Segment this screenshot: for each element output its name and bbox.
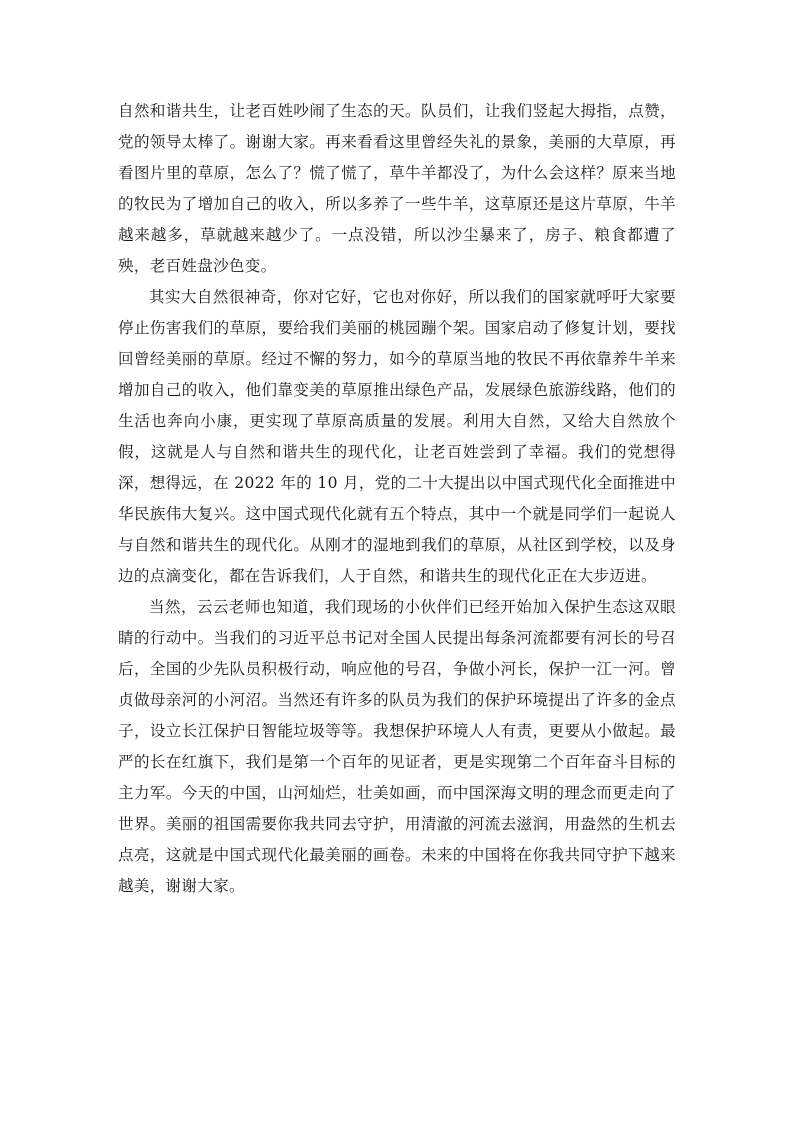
paragraph-1: 自然和谐共生，让老百姓吵闹了生态的天。队员们，让我们竖起大拇指，点赞，党的领导太棒了。谢谢大家。再来看看这里曾经失礼的景象，美丽的大草原，再看图片里的草原，怎么了？慌了慌了，草牛羊都没了，为什么会这样？原来当地的牧民为了增加自己的收入，所以多养了一些牛羊，这草原还是这片草原，牛羊越来越多，草就越来越少了。一点没错，所以沙尘暴来了，房子、粮食都遭了殃，老百姓盘沙色变。: [118, 102, 676, 275]
document-page: [118, 96, 676, 902]
paragraph-3: 当然，云云老师也知道，我们现场的小伙伴们已经开始加入保护生态这双眼睛的行动中。当我们的习近平总书记对全国人民提出每条河流都要有河长的号召后，全国的少先队员积极行动，响应他的号召，争做小河长，保护一江一河。曾贞做母亲河的小河沼。当然还有许多的队员为我们的保护环境提出了许多的金点子，设立长江保护日智能垃圾等等。我想保护环境人人有责，更要从小做起。最严的长在红旗下，我们是第一个百年的见证者，更是实现第二个百年奋斗目标的主力军。今天的中国，山河灿烂，壮美如画，而中国深海文明的理念而更走向了世界。美丽的祖国需要你我共同去守护，用清澈的河流去滋润，用盎然的生机去点亮，这就是中国式现代化最美丽的画卷。未来的中国将在你我共同守护下越来越美，谢谢大家。: [118, 598, 676, 895]
paragraph-2: 其实大自然很神奇，你对它好，它也对你好，所以我们的国家就呼吁大家要停止伤害我们的草原，要给我们美丽的桃园蹦个架。国家启动了修复计划，要找回曾经美丽的草原。经过不懈的努力，如今的草原当地的牧民不再依靠养牛羊来增加自己的收入，他们靠变美的草原推出绿色产品，发展绿色旅游线路，他们的生活也奔向小康，更实现了草原高质量的发展。利用大自然，又给大自然放个假，这就是人与自然和谐共生的现代化，让老百姓尝到了幸福。我们的党想得深，想得远，在 2022 年的 10 月，党的二十大提出以中国式现代化全面推进中华民族伟大复兴。这中国式现代化就有五个特点，其中一个就是同学们一起说人与自然和谐共生的现代化。从刚才的湿地到我们的草原，从社区到学校，以及身边的点滴变化，都在告诉我们，人于自然，和谐共生的现代化正在大步迈进。: [118, 288, 676, 585]
